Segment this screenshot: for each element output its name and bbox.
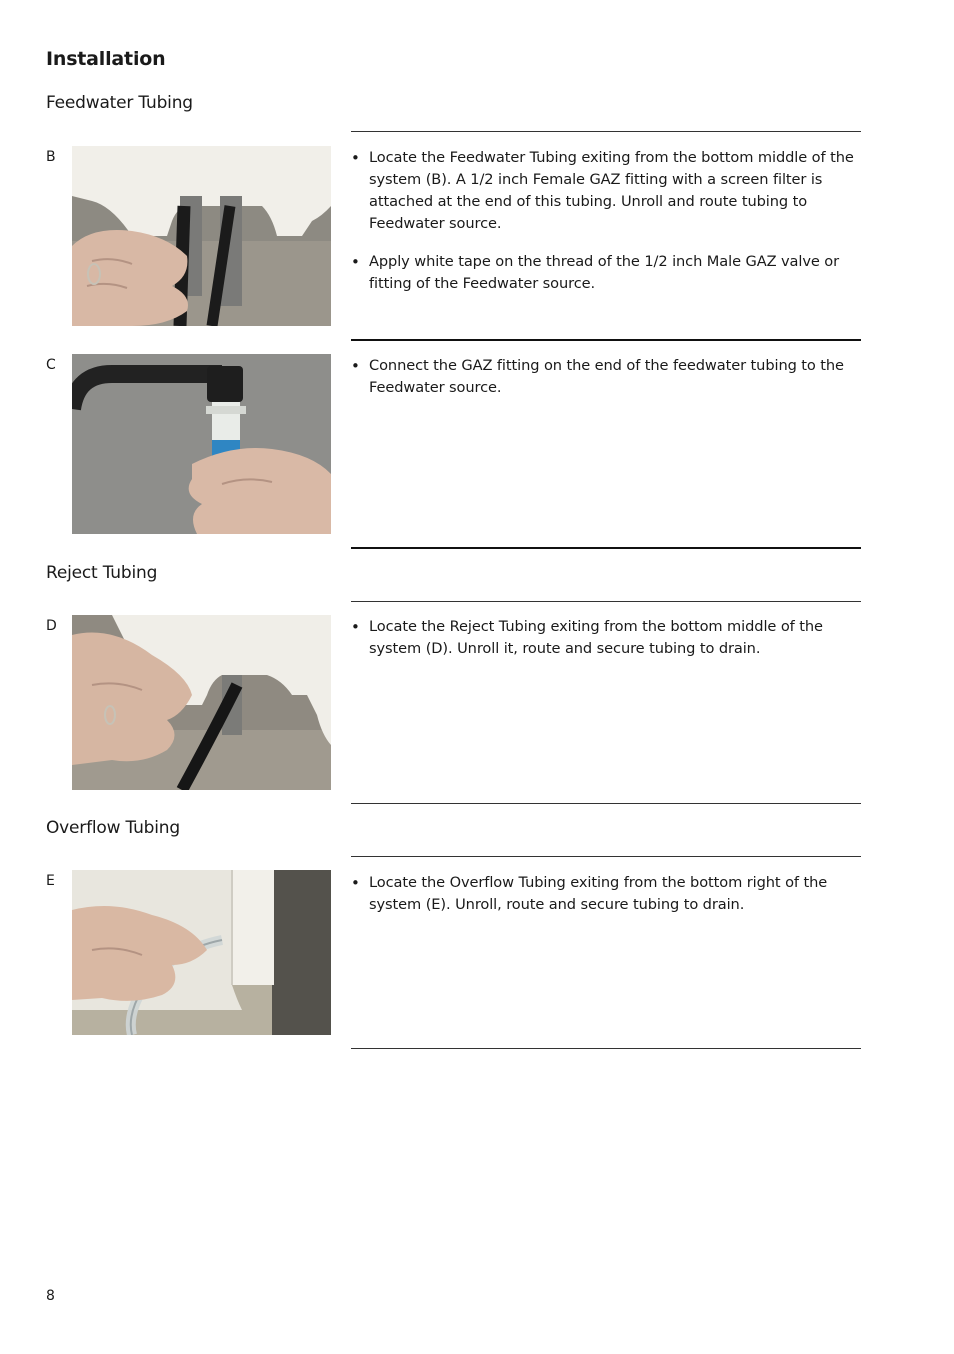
- divider: [351, 1048, 861, 1049]
- step-b-instructions: [351, 147, 861, 311]
- step-letter-c: C: [46, 357, 56, 373]
- step-c-instructions: [351, 355, 861, 415]
- divider: [351, 601, 861, 602]
- photo-step-d: [72, 615, 331, 790]
- list-item: • Locate the Overflow Tubing exiting from the bottom right of the system (E). Unroll, route and secure tubing to drain.: [351, 872, 861, 916]
- section-heading-overflow: Overflow Tubing: [46, 818, 180, 838]
- step-letter-b: B: [46, 149, 56, 165]
- divider: [351, 856, 861, 857]
- photo-step-c: [72, 354, 331, 534]
- divider: [351, 803, 861, 804]
- list-item: • Apply white tape on the thread of the 1/2 inch Male GAZ valve or fitting of the Feedwater source.: [351, 251, 861, 295]
- photo-step-e: [72, 870, 331, 1035]
- step-letter-e: E: [46, 873, 55, 889]
- step-d-instructions: [351, 616, 861, 676]
- section-heading-feedwater: Feedwater Tubing: [46, 93, 193, 113]
- divider: [351, 339, 861, 341]
- list-item: • Locate the Feedwater Tubing exiting from the bottom middle of the system (B). A 1/2 inch Female GAZ fitting with a screen filter is attached at the end of this tubing. Unroll and route tubing to Feedwater source.: [351, 147, 861, 235]
- page-number: 8: [46, 1288, 55, 1304]
- section-heading-reject: Reject Tubing: [46, 563, 158, 583]
- divider: [351, 131, 861, 132]
- list-item: • Connect the GAZ fitting on the end of the feedwater tubing to the Feedwater source.: [351, 355, 861, 399]
- divider: [351, 547, 861, 549]
- step-e-instructions: [351, 872, 861, 932]
- page-title: Installation: [46, 48, 166, 70]
- step-letter-d: D: [46, 618, 57, 634]
- photo-step-b: [72, 146, 331, 326]
- list-item: • Locate the Reject Tubing exiting from the bottom middle of the system (D). Unroll it, route and secure tubing to drain.: [351, 616, 861, 660]
